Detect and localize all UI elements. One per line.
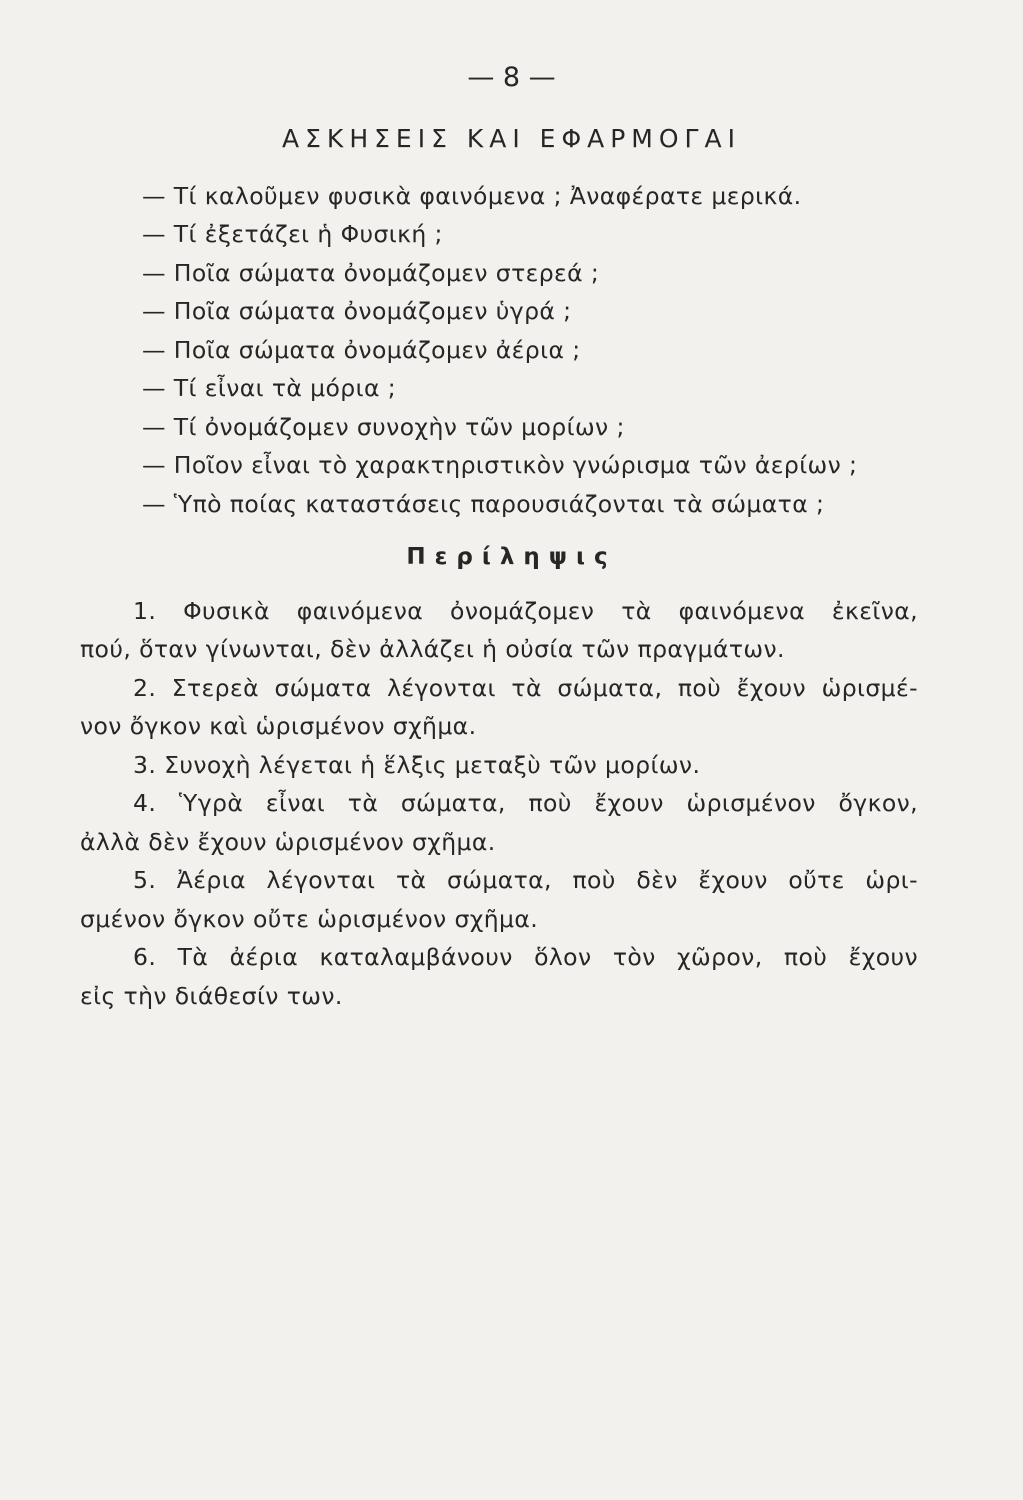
question-line: — Τί ἐξετάζει ἡ Φυσική ; <box>142 220 443 248</box>
summary-item-line: 4. Ὑγρὰ εἶναι τὰ σώματα, ποὺ ἔχουν ὡρισμένον ὄγκον, <box>133 789 918 817</box>
question-line: — Ποῖα σώματα ὀνομάζομεν ἀέρια ; <box>142 336 581 364</box>
question-line: — Τί εἶναι τὰ μόρια ; <box>142 374 397 402</box>
summary-item-line: 6. Τὰ ἀέρια καταλαμβάνουν ὅλον τὸν χῶρον, ποὺ ἔχουν <box>133 943 918 971</box>
page-number: — 8 — <box>467 62 556 93</box>
summary-item-line: 5. Ἀέρια λέγονται τὰ σώματα, ποὺ δὲν ἔχουν οὔτε ὡρι- <box>133 866 918 894</box>
summary-item-line: σμένον ὄγκον οὔτε ὡρισμένον σχῆμα. <box>80 905 539 933</box>
question-line: — Τί καλοῦμεν φυσικὰ φαινόμενα ; Ἀναφέρατε μερικά. <box>142 182 802 210</box>
summary-item-line: 3. Συνοχὴ λέγεται ἡ ἕλξις μεταξὺ τῶν μορίων. <box>133 751 701 779</box>
question-line: — Ποῖα σώματα ὀνομάζομεν ὑγρά ; <box>142 297 572 325</box>
page-heading: ΑΣΚΗΣΕΙΣ ΚΑΙ ΕΦΑΡΜΟΓΑΙ <box>282 124 741 153</box>
question-line: — Τί ὀνομάζομεν συνοχὴν τῶν μορίων ; <box>142 413 625 441</box>
question-line: — Ὑπὸ ποίας καταστάσεις παρουσιάζονται τὰ σώματα ; <box>142 490 825 518</box>
summary-item-line: πού, ὅταν γίνωνται, δὲν ἀλλάζει ἡ οὐσία τῶν πραγμάτων. <box>80 635 785 663</box>
summary-item-line: 2. Στερεὰ σώματα λέγονται τὰ σώματα, ποὺ ἔχουν ὡρισμέ- <box>133 674 918 702</box>
summary-item-line: νον ὄγκον καὶ ὡρισμένον σχῆμα. <box>80 712 477 740</box>
question-line: — Ποῖον εἶναι τὸ χαρακτηριστικὸν γνώρισμα τῶν ἀερίων ; <box>142 451 858 479</box>
summary-item-line: ἀλλὰ δὲν ἔχουν ὡρισμένον σχῆμα. <box>80 828 496 856</box>
summary-item-line: εἰς τὴν διάθεσίν των. <box>80 982 343 1010</box>
summary-title: Περίληψις <box>406 544 617 570</box>
question-line: — Ποῖα σώματα ὀνομάζομεν στερεά ; <box>142 259 600 287</box>
summary-item-line: 1. Φυσικὰ φαινόμενα ὀνομάζομεν τὰ φαινόμενα ἐκεῖνα, <box>133 597 918 625</box>
